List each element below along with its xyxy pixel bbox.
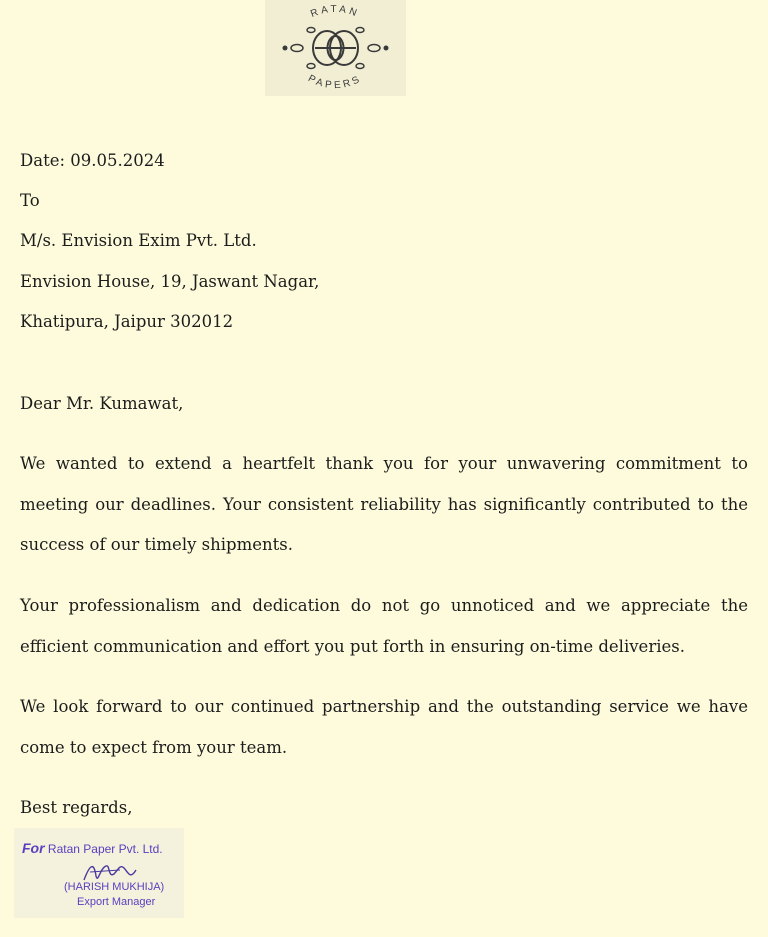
recipient-company: M/s. Envision Exim Pvt. Ltd. — [20, 231, 257, 250]
stamp-company-name: Ratan Paper Pvt. Ltd. — [47, 842, 163, 856]
closing: Best regards, — [20, 798, 133, 817]
paragraph-1: We wanted to extend a heartfelt thank you for your unwavering commitment to meeting our deadlines. Your consistent reliability has significantly contributed to the success of our timely shipments. — [20, 454, 748, 554]
stamp-for-label: For — [22, 840, 45, 856]
company-stamp — [14, 828, 184, 918]
stamp-company-line — [22, 840, 163, 856]
salutation: Dear Mr. Kumawat, — [20, 394, 184, 413]
recipient-address-line2: Khatipura, Jaipur 302012 — [20, 312, 234, 331]
recipient-address-line1: Envision House, 19, Jaswant Nagar, — [20, 272, 320, 291]
svg-text:RATAN — [309, 4, 361, 20]
stamp-signatory-name: (HARISH MUKHIJA) — [64, 881, 165, 893]
svg-text:PAPERS — [306, 73, 364, 91]
paragraph-3: We look forward to our continued partnership and the outstanding service we have come to expect from your team. — [20, 697, 748, 757]
paragraph-2: Your professionalism and dedication do not go unnoticed and we appreciate the efficient communication and effort you put forth in ensuring on-time deliveries. — [20, 596, 748, 656]
logo-bottom-text: PAPERS — [306, 73, 364, 92]
logo-top-text: RATAN — [309, 3, 361, 20]
letter-date: Date: 09.05.2024 — [20, 151, 165, 170]
company-logo — [265, 0, 406, 96]
ratan-papers-logo — [265, 0, 406, 96]
stamp-signatory-title: Export Manager — [77, 896, 156, 908]
letter-to: To — [20, 191, 40, 210]
